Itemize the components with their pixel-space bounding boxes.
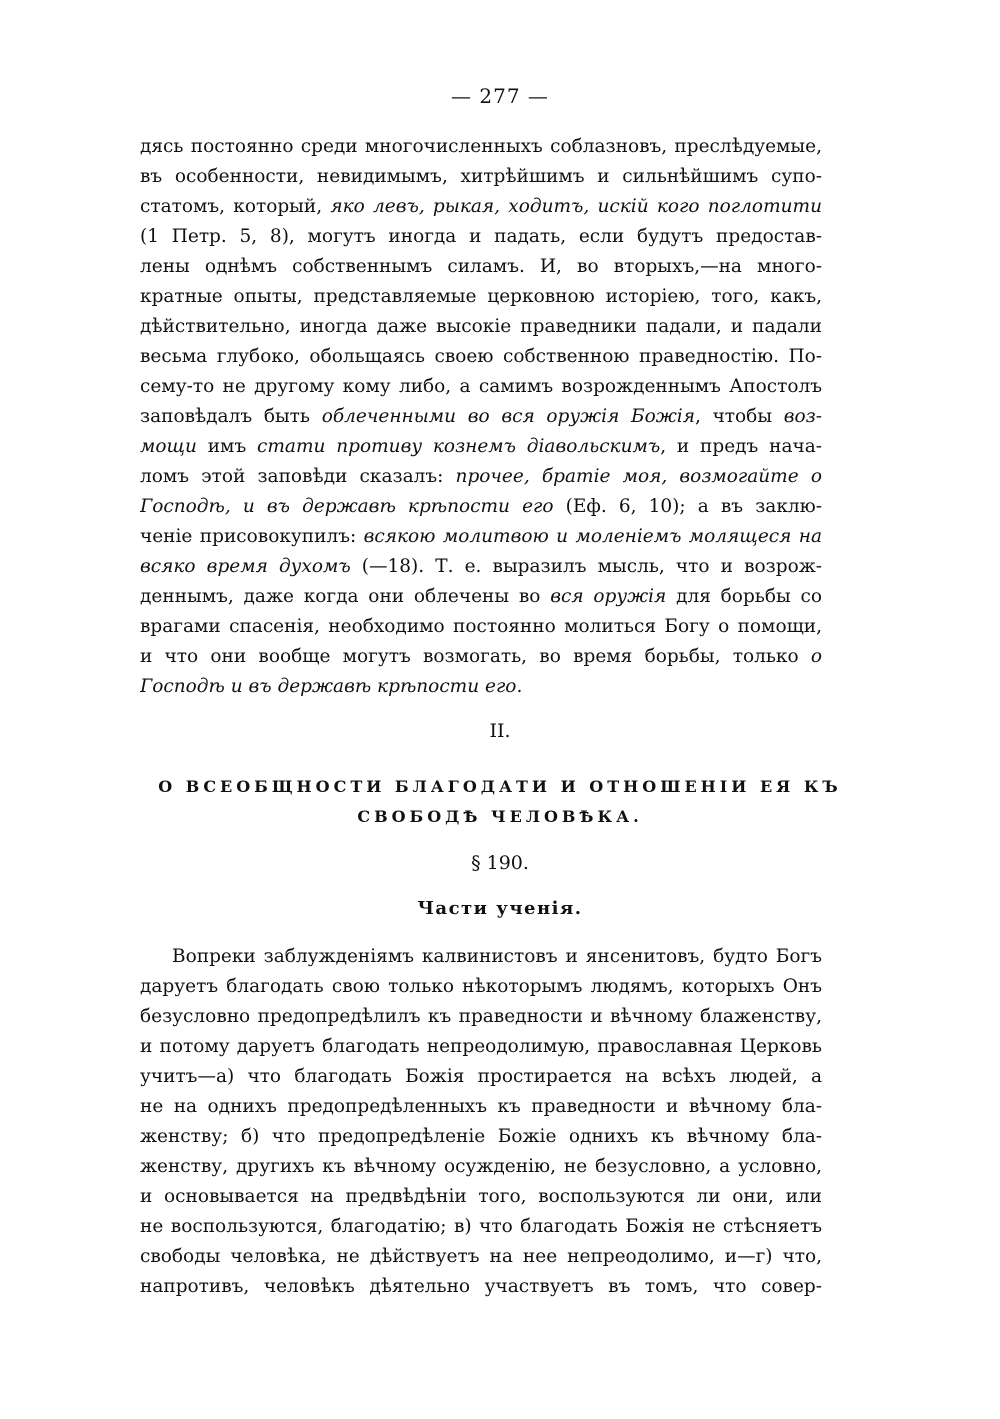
text-line: сему-то не другому кому либо, а самимъ возрожденнымъ Апостолъ xyxy=(140,376,822,397)
text-line: врагами спасенія, необходимо постоянно молиться Богу о помощи, xyxy=(140,616,822,637)
text-line: деннымъ, даже когда они облечены во вся оружія для борьбы со xyxy=(140,586,822,607)
scripture-quote: яко левъ, рыкая, ходитъ, искій кого поглотити xyxy=(330,196,822,217)
scripture-quote: мощи xyxy=(140,436,197,457)
text-line: и основывается на предвѣдѣніи того, воспользуются ли они, или xyxy=(140,1186,822,1207)
text-line: ченіе присовокупилъ: всякою молитвою и моленіемъ молящеся на xyxy=(140,526,822,547)
text-line: заповѣдалъ быть облеченными во вся оружія Божія, чтобы воз- xyxy=(140,406,822,427)
scripture-quote: Господѣ и въ державѣ крѣпости его. xyxy=(140,676,523,697)
scripture-quote: Господѣ, и въ державѣ крѣпости его xyxy=(140,496,554,517)
text-line: Господѣ, и въ державѣ крѣпости его (Еф. 6, 10); а въ заклю- xyxy=(140,496,822,517)
text-line xyxy=(140,672,822,702)
text-line: статомъ, который, яко левъ, рыкая, ходитъ, искій кого поглотити xyxy=(140,196,822,217)
body-paragraph xyxy=(140,942,822,1302)
text-line: дясь постоянно среди многочисленныхъ соблазновъ, преслѣдуемые, xyxy=(140,136,822,157)
text-line: не воспользуются, благодатію; в) что благодать Божія не стѣсняетъ xyxy=(140,1216,822,1237)
text-line: ломъ этой заповѣди сказалъ: прочее, братіе моя, возмогайте о xyxy=(140,466,822,487)
text-line: и что они вообще могутъ возмогать, во время борьбы, только о xyxy=(140,646,822,667)
text-line: мощи имъ стати противу кознемъ діавольскимъ, и предъ нача- xyxy=(140,436,822,457)
text-line: весьма глубоко, обольщаясь своею собственною праведностію. По- xyxy=(140,346,822,367)
text-line: въ особенности, невидимымъ, хитрѣйшимъ и сильнѣйшимъ супо- xyxy=(140,166,822,187)
text-line: учитъ—а) что благодать Божія простирается на всѣхъ людей, а xyxy=(140,1066,822,1087)
scripture-quote: стати противу кознемъ діавольскимъ xyxy=(257,436,661,457)
text-line: свободы человѣка, не дѣйствуетъ на нее непреодолимо, и—г) что, xyxy=(140,1246,822,1267)
text-line: женству; б) что предопредѣленіе Божіе однихъ къ вѣчному бла- xyxy=(140,1126,822,1147)
text-line: лены однѣмъ собственнымъ силамъ. И, во вторыхъ,—на много- xyxy=(140,256,822,277)
section-title xyxy=(0,772,1000,832)
paragraph-number: § 190. xyxy=(471,852,529,874)
section-number: II. xyxy=(489,720,511,742)
text-line: безусловно предопредѣлилъ къ праведности и вѣчному блаженству, xyxy=(140,1006,822,1027)
text-line: и потому даруетъ благодать непреодолимую, православная Церковь xyxy=(140,1036,822,1057)
text-line: напротивъ, человѣкъ дѣятельно участвуетъ въ томъ, что совер- xyxy=(140,1276,822,1297)
text-line: женству, другихъ къ вѣчному осужденію, не безусловно, а условно, xyxy=(140,1156,822,1177)
scripture-quote: воз- xyxy=(783,406,822,427)
section-title-line: О ВСЕОБЩНОСТИ БЛАГОДАТИ И ОТНОШЕНІИ ЕЯ КЪ xyxy=(158,777,842,796)
scripture-quote: всякою молитвою и моленіемъ молящеся на xyxy=(363,526,822,547)
text-line: (1 Петр. 5, 8), могутъ иногда и падать, если будутъ предостав- xyxy=(140,226,822,247)
text-line: Вопреки заблужденіямъ калвинистовъ и янсенитовъ, будто Богъ xyxy=(172,946,822,967)
text-line: всяко время духомъ (—18). Т. е. выразилъ мысль, что и возрож- xyxy=(140,556,822,577)
subheading: Части ученія. xyxy=(417,898,583,919)
scripture-quote: прочее, братіе моя, возмогайте о xyxy=(455,466,822,487)
text-line: не на однихъ предопредѣленныхъ къ праведности и вѣчному бла- xyxy=(140,1096,822,1117)
scripture-quote: всяко время духомъ xyxy=(140,556,351,577)
scripture-quote: облеченными во вся оружія Божія xyxy=(321,406,695,427)
scripture-quote: о xyxy=(810,646,822,667)
page-number: — 277 — xyxy=(451,84,549,108)
text-line: дѣйствительно, иногда даже высокіе праведники падали, и падали xyxy=(140,316,822,337)
text-line: даруетъ благодать свою только нѣкоторымъ людямъ, которыхъ Онъ xyxy=(140,976,822,997)
scripture-quote: вся оружія xyxy=(550,586,667,607)
continued-paragraph xyxy=(140,132,822,702)
section-title-line: СВОБОДѢ ЧЕЛОВѢКА. xyxy=(357,807,643,826)
text-line: кратные опыты, представляемые церковною исторіею, того, какъ, xyxy=(140,286,822,307)
